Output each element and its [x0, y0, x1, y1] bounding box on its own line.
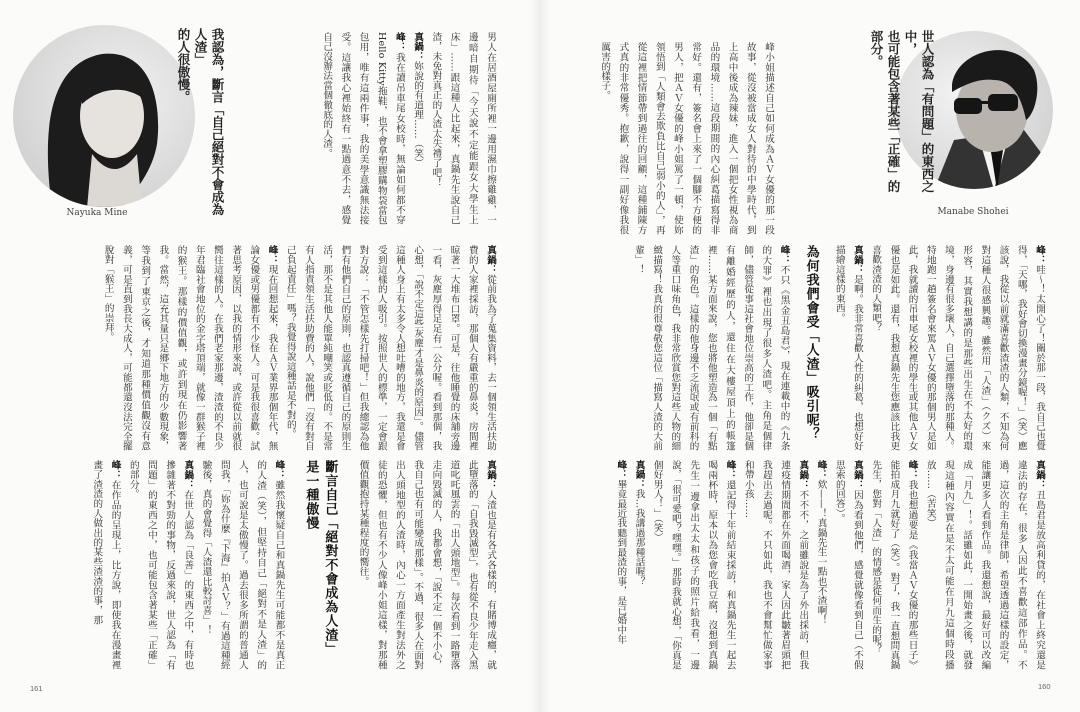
- dialogue: [196, 460, 287, 670]
- dialogue-text: 是啊。我非常喜歡人性的糾葛，也想好好描繪這樣的東西。: [833, 245, 863, 451]
- pull-quote-line: 的人很傲慢。: [176, 28, 191, 103]
- dialogue: [739, 460, 812, 670]
- right-top-text: [596, 42, 777, 235]
- speaker: 真鍋：: [485, 245, 496, 275]
- section-heading: 斷言自己「絕對不會成為人渣」: [322, 460, 338, 656]
- speaker: 真鍋：: [485, 460, 496, 491]
- paragraph: [426, 32, 499, 225]
- dialogue-text: 因為看到他們，感覺就像看到自己（不假思索的回答）。: [833, 460, 863, 670]
- pull-quote-line: 也可能包含著某些「正確」的部分。: [869, 30, 901, 193]
- dialogue: [921, 460, 1048, 670]
- dialogue-text: 不只《黑金丑島君》，現在連載中的《九条的大罪》裡也出現了很多人渣吧。主角是個律師，儘管從事這社會地位崇高的工作，他卻是個有離婚經歷的人，還住在大樓屋頂上的帳篷裡……某方面來說，您也將他塑造為一個「有點渣」的角色。這樣的他身邊不乏流氓或有前科的人等重口味角色，我非常欣賞您對這些人物的細緻描寫！我真的很尊敬您這位「描寫人渣的大前輩」！: [632, 245, 790, 451]
- paragraph-text: 男人在居酒屋廁所裡一邊用濕巾擦雞雞，一邊暗自期待「今天說不定能跟女大學生上床」……跟這種人比起來，真鍋先生說自己渣，未免對真正的人渣太失禮了吧！: [430, 32, 496, 225]
- dialogue-text: 在作品的呈現上，比方說，即使我在漫畫裡畫了渣渣的人做出的某些渣渣的事，那: [91, 460, 121, 670]
- speaker: 峰：: [1034, 245, 1045, 265]
- right-bottom-text: [596, 460, 1048, 670]
- dialogue-text: 現在回想起來，我在ＡＶ業界那個年代，無論女優或男優都有不少怪人。可是我很喜歡。試著思考原因，以我的情形來說，或許從以前就很嚮往這樣的人。在我們老家那邊，渣渣的不良少年君臨社會地位的金字塔頂端，就像一群猴子裡的猴王。那樣的價值觀，或許到現在仍影響著我。當然，這充其量只是鄉下地方的少數現象，等我到了東京之後，才知道那種價值觀沒有意義，可是直到我長大成人，可能都還沒法完全擺脫對「猴王」的崇拜。: [102, 245, 278, 451]
- dialogue-text: 畢竟最近我聽到最渣的事，是已婚中年: [615, 479, 627, 645]
- dialogue: [408, 32, 426, 225]
- dialogue-text: 從前我為了蒐集資料，去一個領生活扶助費的人家裡採訪，那個人有嚴重的鼻炎，房間裡晾著一大堆布口罩。可是，往他睡覺的床舖旁邊一看，灰塵厚得足足有一公分喔。看到那個，我心想，「說不定這些灰塵才是鼻炎的原因」。儘管這種人身上有太多令人想吐嘈的地方，我還是會受到這樣的人吸引。按照世人的標準，一定會跟對方說：「不管怎樣先打掃吧！」但我總認為他們有他們自己的原則，也認真遵循自己的原則生活，那不是其他人能單純嘲笑或貶低的。不是常有人指責領生活扶助費的人，說他們「沒有對自己負起責任」嗎？我覺得說這種話是不對的。: [284, 245, 496, 451]
- dialogue: [648, 460, 739, 670]
- photo-caption-nayuka: Nayuka Mine: [66, 208, 128, 218]
- pull-quote-line: 我認為，斷言「自己絕對不會成為人渣」: [193, 28, 225, 216]
- left-middle-text: [44, 245, 499, 451]
- dialogue-text: 妳說的有道理……（笑）: [412, 61, 424, 168]
- portrait-nayuka-mine: [12, 24, 196, 208]
- speaker: 真鍋：: [1034, 460, 1045, 491]
- speaker: 峰：: [109, 460, 121, 481]
- dialogue: [866, 245, 1048, 451]
- section-heading: 為何我們會受「人渣」吸引呢？: [803, 245, 819, 441]
- speaker: 真鍋：: [412, 32, 424, 62]
- right-middle-text: [596, 245, 1048, 451]
- speaker: 真鍋：: [797, 460, 809, 491]
- left-top-text: [318, 32, 499, 225]
- speaker: 真鍋：: [851, 245, 863, 275]
- dialogue-text: 欸——！真鍋先生一點也不渣啊！: [815, 479, 827, 625]
- speaker: 峰：: [615, 460, 627, 480]
- dialogue-text: 在世人認為「良善」的東西之中，有時也摻雜著不對勁的事物，反過來說，世人認為「有問題」的東西之中，也可能包含著某些「正確」的部分。: [127, 460, 194, 670]
- dialogue: [830, 460, 866, 670]
- speaker: 真鍋：: [182, 460, 194, 491]
- dialogue: [830, 245, 866, 451]
- pull-quote-right: [868, 30, 936, 200]
- dialogue: [317, 32, 408, 225]
- dialogue-text: 我也想過要是《我當ＡＶ女優的那些日子》能拍成月九就好了（笑）。對了，我一直想問真鍋先生，您對「人渣」的情感是從何而生的呢？: [870, 460, 918, 670]
- dialogue-text: 人渣也是有各式各樣的，有賭博成癮，就此墮落的「自我毀滅型」，也有從不良少年走入黑道叱吒風雲的「出人頭地型」。每次看到一路墮落走向毀滅的人，我都會想，「說不定一個不小心，我自己也有可能變成那樣」。不過，很多人在面對出人頭地型的人渣時，內心一方面產生對法外之徒的恐懼，但也有不少人像峰小姐這樣，對那種價值觀抱持某種程度的嚮往。: [357, 460, 496, 670]
- dialogue: [99, 245, 281, 451]
- dialogue-text: 哇～！太開心了！關於那一段，我自己也覺得，「天哪，我好會切換漫畫分鏡喔！」（笑）應該說，我從以前就滿喜歡渣渣的人類，不知為何對這種人很感興趣。雖然用「人渣」（クズ）來形容，其實我想講的是那些出生在不太好的環境，身邊有很多壞人，自己選擇墮落的那種人。特地跑一趟簽名會來罵ＡＶ女優的那個男人是如此，我就讀的吊車尾女校裡的學生或其他ＡＶ女優也是如此。還有，我想真鍋先生您應該比我更喜歡渣渣的人類吧？: [870, 245, 1045, 451]
- dialogue-text: 丑島君是放高利貸的，在社會上終究還是違法的存在，很多人因此不喜歡這部作品。不過，這次的主角是律師，希望透過這樣的設定，能讓更多人看到作品。我還想說，最好可以改編成「月九」！。話雖如此，一開始畫之後，就發現這種內容實在是不太可能在月九這個時段播放……（苦笑）: [924, 460, 1045, 670]
- paragraph-text: 峰小姐描述自己如何成為ＡＶ女優的那一段故事，從沒被當成女人對待的中學時代，到上高中後成為辣妹，進入一個把女性視為商品的環境……這段期間的內心糾葛描寫得非常好。還有，簽名會上來了一個腳不方便的男人，把ＡＶ女優的峰小姐罵了一頓，使妳領悟到「人類會去欺負比自己弱小的人」，再從這裡把情節帶到過往的回顧，這種鋪陳方式真的非常優秀。抱歉，說得一副好像我很厲害的樣子。: [599, 42, 774, 235]
- speaker: 峰：: [393, 32, 405, 53]
- dialogue: [87, 460, 123, 670]
- paragraph: [595, 42, 777, 235]
- speaker: 真鍋：: [851, 460, 863, 491]
- dialogue: [124, 460, 197, 670]
- dialogue-text: 還記得十年前結束採訪，和真鍋先生一起去喝兩杯時，原本以為您會吃我豆腐，沒想到真鍋先生一邊拿出太太和孩子的照片給我看，一邊說，「很可愛吧？嘿嘿。」那時我就心想，「你真是個好男人！」（笑）: [651, 460, 736, 670]
- speaker: 峰：: [778, 245, 790, 266]
- dialogue: [629, 460, 647, 670]
- section-heading: 是一種傲慢: [303, 460, 319, 530]
- dialogue-text: 雖然我懷疑自己和真鍋先生可能都不是真正的人渣（笑），但堅持自己「絕對不是人渣」的人，也可說是太傲慢了。過去很多所謂的普通人問我，「妳為什麼『下海』拍ＡＶ？」有過這種經驗後，真的會覺得「人渣還比較討喜」！: [200, 460, 285, 670]
- page-number-right: 160: [1038, 682, 1051, 691]
- dialogue-text: 不不不，之前雖說是為了外出採訪，但我連疫情期間都在外面喝酒，家人因此皺著眉頭把我趕出去過呢。不只如此，我也不會幫忙做家事和帶小孩……: [742, 460, 809, 670]
- dialogue: [611, 460, 629, 670]
- page-number-left: 161: [30, 684, 43, 693]
- left-bottom-text: [44, 460, 499, 670]
- dialogue-text: 我…我講過那種話喔？: [633, 489, 645, 587]
- speaker: 峰：: [815, 460, 827, 480]
- pull-quote-left: [175, 28, 226, 218]
- dialogue: [353, 460, 499, 670]
- dialogue: [811, 460, 829, 670]
- speaker: 峰：: [273, 460, 285, 481]
- dialogue-text: 我在讀吊車尾女校時，無論如何都不穿Hello Kitty拖鞋，也不會拿塑膠購物袋當包包用，唯有這兩件事，我的美學意識無法接受。這讓我心裡始終有一點過意不去，感覺自己沒辦法當個徹底的人渣。: [321, 32, 405, 225]
- speaker: 峰：: [906, 460, 918, 481]
- speaker: 真鍋：: [633, 460, 645, 490]
- pull-quote-line: 世人認為「有問題」的東西之中，: [903, 30, 935, 193]
- speaker: 峰：: [724, 460, 736, 481]
- photo-caption-manabe: Manabe Shohei: [937, 207, 1009, 217]
- page-gutter: [530, 0, 550, 712]
- speaker: 峰：: [266, 245, 278, 265]
- dialogue: [629, 245, 793, 451]
- dialogue: [866, 460, 921, 670]
- dialogue: [281, 245, 499, 451]
